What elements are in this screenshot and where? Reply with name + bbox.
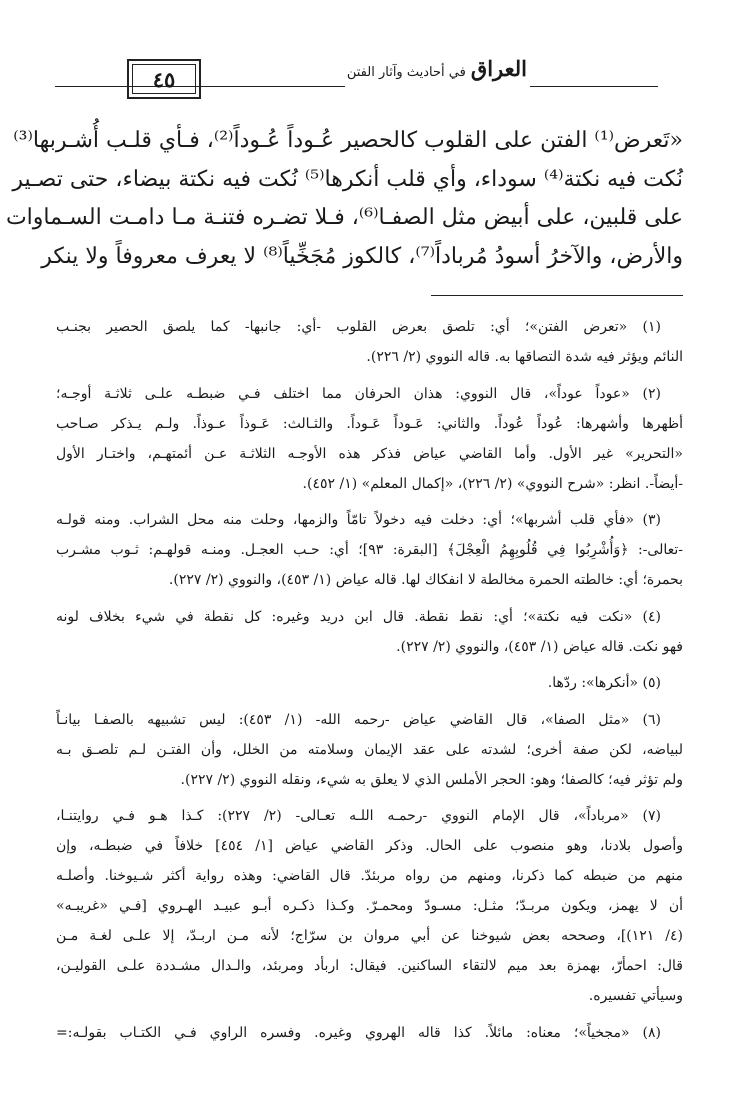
- footnote-8: [56, 1018, 683, 1048]
- footnote-line: (٢) «عوداً عوداً»، قال النووي: هذان الحرفان مما اختلف فـي ضبطـه علـى ثلاثـة أوجـه؛: [56, 385, 661, 402]
- footnote-line: أن لا يهمز، ويكون مربـدّ؛ مثـل: مسـودّ ومحمـرّ. وكـذا ذكـره أبـو عبيـد الهـروي [فـي «غريبـه»: [56, 898, 683, 914]
- page-number-box: [127, 59, 201, 99]
- footnote-line: (٤) «نكت فيه نكتة»؛ أي: نقط نقطة. قال ابن دريد وغيره: كل نقطة في شيء بخلاف لونه: [56, 608, 661, 625]
- footnote-line: وسيأتي تفسيره.: [588, 988, 683, 1004]
- footnote-line: أظهرها وأشهرها: عُوداً عُوداً. والثاني: عَـوداً عَـوداً. والثـالث: عَـوذاً عـوذاً. ولـم يـذكر صـاحب: [56, 415, 683, 432]
- footnote-2: [56, 379, 683, 499]
- running-header-title: [346, 56, 527, 86]
- footnote-3: [56, 505, 683, 595]
- footnote-line: (٧) «مرباداً»، قال الإمام النووي -رحمـه اللـه تعـالى- (٢/ ٢٢٧): كـذا هـو فـي روايتنـا،: [56, 808, 661, 824]
- footnote-line: لبياضه، لكن صفة أخرى؛ لشدته على عقد الإيمان وسلامته من الخلل، وأن الفتـن لـم تلصـق بـه: [56, 741, 683, 758]
- footnote-line: (٣) «فأي قلب أشربها»؛ أي: دخلت فيه دخولاً تامّاً والزمها، وحلت منه محل الشراب. ومنه قولـه: [56, 512, 661, 528]
- body-line: والأرض، والآخرُ أسودُ مُرباداً⁽⁷⁾، كالكوز مُجَخِّياً⁽⁸⁾ لا يعرف معروفاً ولا ينكر: [41, 243, 683, 269]
- body-line: على قلبين، على أبيض مثل الصفـا⁽⁶⁾، فـلا تضـره فتنـة مـا دامـت السـماوات: [5, 205, 683, 230]
- hadith-text: [5, 122, 683, 276]
- footnote-line: (١) «تعرض الفتن»؛ أي: تلصق بعرض القلوب -أي: جانبها- كما يلصق الحصير بجنـب: [56, 319, 661, 335]
- footnote-line: فهو نكت. قاله عياض (١/ ٤٥٣)، والنووي (٢/ ٢٢٧).: [396, 638, 683, 655]
- footnotes: [56, 312, 683, 1054]
- footnote-6: [56, 705, 683, 795]
- footnote-line: منهم من ضبطه كما ذكرنا، ومنهم من رواه مربئدّ. قال القاضي: وهذه رواية أكثر شـيوخنا. وأصلـه: [56, 868, 683, 884]
- footnote-line: (٦) «مثل الصفا»، قال القاضي عياض -رحمه الله- (١/ ٤٥٣): ليس تشبيهه بالصفـا بيانـاً: [56, 711, 662, 728]
- header-title-main: العراق: [470, 56, 527, 81]
- footnote-1: [56, 312, 683, 372]
- footnote-separator: [431, 295, 683, 296]
- body-line: نُكت فيه نكتة⁽⁴⁾ سوداء، وأي قلب أنكرها⁽⁵⁾ نُكت فيه نكتة بيضاء، حتى تصـير: [12, 166, 683, 192]
- body-line: «تَعرض⁽¹⁾ الفتن على القلوب كالحصير عُـوداً عُـوداً⁽²⁾، فـأي قلـب أُشـربها⁽³⁾: [13, 128, 683, 153]
- footnote-line: ولم تؤثر فيه؛ كالصفا؛ وهو: الحجر الأملس الذي لا يعلق به شيء، ونقله النووي (٢/ ٢٢٧).: [180, 771, 683, 788]
- footnote-line: (٤/ ١٢١)]، وصححه بعض شيوخنا عن أبي مروان بن سرّاج؛ لأنه مـن اربـدّ، إلا علـى لغـة مـن: [56, 928, 683, 944]
- footnote-line: (٥) «أنكرها»: ردّها.: [547, 675, 661, 691]
- footnote-line: وأصول بلادنا، وهو منصوب على الحال. وذكر القاضي عياض [١/ ٤٥٤] خلافاً في ضبطـه، وإن: [56, 838, 683, 854]
- footnote-line: (٨) «مجخياً»؛ معناه: مائلاً. كذا قاله الهروي وغيره. وفسره الراوي فـي الكتـاب بقولـه:=: [56, 1024, 661, 1041]
- footnote-line: -أيضاً-. انظر: «شرح النووي» (٢/ ٢٢٦)، «إكمال المعلم» (١/ ٤٥٢).: [302, 475, 683, 492]
- footnote-5: [56, 668, 683, 698]
- footnote-line: بحمرة؛ أي: خالطته الحمرة مخالطة لا انفكاك لها. قاله عياض (١/ ٤٥٣)، والنووي (٢/ ٢٢٧).: [168, 572, 683, 588]
- footnote-line: النائم ويؤثر فيه شدة التصاقها به. قاله النووي (٢/ ٢٢٦).: [366, 349, 683, 365]
- header-rule-right: [530, 86, 658, 87]
- footnote-line: «التحرير» غير الأول. وأما القاضي عياض فذكر هذه الأوجـه الثلاثـة عـن أئمتهـم، واختـار الأول: [56, 445, 683, 462]
- header-title-sub: في أحاديث وآثار الفتن: [346, 65, 466, 80]
- footnote-line: قال: احمأرّ، بهمزة بعد ميم لالتقاء الساكنين. فيقال: اربأد ومربئد، والـدال مشـددة علـى القوليـن،: [56, 958, 683, 974]
- footnote-line: -تعالى-: ﴿وَأُشْرِبُوا فِي قُلُوبِهِمُ الْعِجْلَ﴾ [البقرة: ٩٣]؛ أي: حـب العجـل. ومنـه قولهـم: ثـوب مشـرب: [56, 542, 683, 558]
- page-number: ٤٥: [152, 66, 176, 92]
- footnote-4: [56, 602, 683, 662]
- footnote-7: [56, 801, 683, 1011]
